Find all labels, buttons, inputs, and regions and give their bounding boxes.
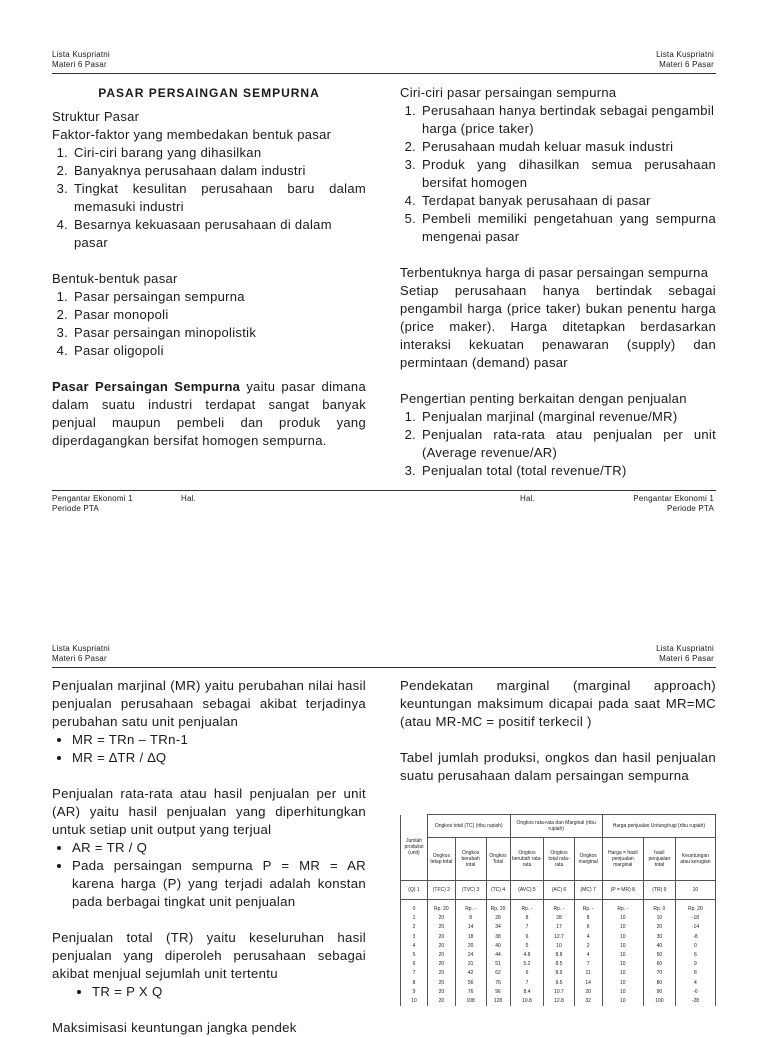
list-item: 3. Pasar persaingan minopolistik (72, 324, 366, 342)
faktor-heading: Faktor-faktor yang membedakan bentuk pasar (52, 127, 332, 142)
tr-paragraph: Penjualan total (TR) yaitu keseluruhan hasil penjualan yang diperoleh perusahaan sebagai akibat menjual sejumlah unit tertentu (52, 930, 366, 981)
table-cell: 20 (428, 923, 456, 932)
production-cost-table (400, 814, 716, 1006)
list-item: 3. Tingkat kesulitan perusahaan baru dalam memasuki industri (72, 180, 366, 216)
table-cell: -18 (675, 914, 715, 923)
table-cell: Rp. 20 (428, 900, 456, 915)
table-cell: 20 (574, 988, 602, 997)
marginal-paragraph: Pendekatan marginal (marginal approach) keuntungan maksimum dicapai pada saat MR=MC (atau MR-MC = positif terkecil ) (400, 678, 716, 729)
list-item: • TR = P X Q (92, 983, 366, 1001)
table-row (401, 942, 716, 951)
table-cell: 8 (401, 979, 428, 988)
table-cell: -28 (675, 997, 715, 1006)
table-cell: 12.7 (544, 933, 574, 942)
table-cell: 7 (510, 923, 544, 932)
table-caption: Tabel jumlah produksi, ongkos dan hasil penjualan suatu perusahaan dalam persaingan sempurna (400, 750, 716, 783)
course-name: Pengantar Ekonomi 1 (633, 494, 714, 503)
ciri-heading: Ciri-ciri pasar persaingan sempurna (400, 85, 617, 100)
tr-bullets (52, 983, 366, 1001)
material-title: Materi 6 Pasar (659, 654, 714, 663)
table-cell: 20 (428, 942, 456, 951)
table-cell: 10 (602, 988, 643, 997)
table-symbol-cell: (TVC) 3 (455, 881, 486, 900)
table-cell: 100 (643, 997, 675, 1006)
table-cell: 128 (486, 997, 510, 1006)
table-cell: 7 (574, 960, 602, 969)
list-item: 1. Penjualan marjinal (marginal revenue/MR) (420, 408, 716, 426)
table-cell: 31 (455, 960, 486, 969)
table-cell: 108 (455, 997, 486, 1006)
table-header-row (401, 838, 716, 881)
page-number-left: Hal. (181, 494, 197, 503)
table-cell: 4 (574, 951, 602, 960)
table-cell: 40 (643, 942, 675, 951)
table-cell: 10 (602, 933, 643, 942)
table-row (401, 933, 716, 942)
table-cell: 8 (574, 914, 602, 923)
table-cell: 0 (675, 942, 715, 951)
table-cell: 20 (428, 969, 456, 978)
list-item: 2. Penjualan rata-rata atau penjualan per unit (Average revenue/AR) (420, 426, 716, 462)
table-cell: 17 (544, 923, 574, 932)
table-cell: 50 (643, 951, 675, 960)
list-item: • MR = TRn – TRn-1 (72, 731, 366, 749)
table-symbol-cell: (TC) 4 (486, 881, 510, 900)
list-item: 1. Perusahaan hanya bertindak sebagai pengambil harga (price taker) (420, 102, 716, 138)
table-cell: 28 (486, 914, 510, 923)
table-cell: 8 (510, 914, 544, 923)
table-cell: 10.8 (510, 997, 544, 1006)
table-cell: 32 (574, 997, 602, 1006)
table-row (401, 923, 716, 932)
list-item: 5. Pembeli memiliki pengetahuan yang sempurna mengenai pasar (420, 210, 716, 246)
table-header-cell: Ongkos Total (486, 838, 510, 881)
list-item: 4. Pasar oligopoli (72, 342, 366, 360)
table-cell: 28 (544, 914, 574, 923)
definition-term: Pasar Persaingan Sempurna (52, 379, 241, 394)
table-symbol-cell: (Q) 1 (401, 881, 428, 900)
table-cell: Rp. - (544, 900, 574, 915)
table-symbol-cell: 10 (675, 881, 715, 900)
table-cell: 20 (428, 988, 456, 997)
list-item: • Pada persaingan sempurna P = MR = AR karena harga (P) yang terjadi adalah konstan pada berbagai tingkat unit penjualan (72, 857, 366, 911)
table-cell: Rp. 0 (643, 900, 675, 915)
table-cell: 14 (574, 979, 602, 988)
list-item: 1. Ciri-ciri barang yang dihasilkan (72, 144, 366, 162)
list-item: • AR = TR / Q (72, 839, 366, 857)
table-cell: 8.4 (510, 988, 544, 997)
table-cell: 96 (486, 988, 510, 997)
table-row (401, 988, 716, 997)
table-symbol-row (401, 881, 716, 900)
table-header-cell: Keuntungan atau kerugian (675, 838, 715, 881)
table-cell: 6 (675, 951, 715, 960)
table-cell: 10.7 (544, 988, 574, 997)
table-cell: 34 (486, 923, 510, 932)
table-cell: 10 (643, 914, 675, 923)
material-title: Materi 6 Pasar (52, 60, 107, 69)
table-group-header: Ongkos total (TC) (ribu rupiah) (428, 815, 511, 838)
table-cell: 10 (602, 951, 643, 960)
table-cell: -6 (675, 988, 715, 997)
page2-header-rule (52, 667, 716, 668)
table-cell: 9 (401, 988, 428, 997)
page1-right-column (400, 84, 716, 480)
page1-footer-left (52, 494, 133, 514)
table-cell: 62 (486, 969, 510, 978)
page1-header-left (52, 50, 110, 70)
table-cell: 80 (643, 979, 675, 988)
table-cell: 20 (428, 979, 456, 988)
table-cell: 3 (401, 933, 428, 942)
table-cell: -14 (675, 923, 715, 932)
bentuk-list (52, 288, 366, 360)
table-cell: 60 (643, 960, 675, 969)
table-header-cell: Ongkos berubah rata-rata (510, 838, 544, 881)
table-cell: 90 (643, 988, 675, 997)
table-cell: 18 (455, 933, 486, 942)
table-header-cell: Ongkos total rata-rata (544, 838, 574, 881)
table-cell: 5 (510, 942, 544, 951)
page-number-right: Hal. (520, 494, 536, 503)
table-cell: 9 (675, 960, 715, 969)
table-cell: 4.8 (510, 951, 544, 960)
maksimisasi-heading: Maksimisasi keuntungan jangka pendek (52, 1020, 297, 1035)
material-title: Materi 6 Pasar (659, 60, 714, 69)
table-cell: 11 (574, 969, 602, 978)
material-title: Materi 6 Pasar (52, 654, 107, 663)
table-cell: 5.2 (510, 960, 544, 969)
table-header-cell: Jumlah produksi (unit) (401, 815, 428, 881)
table-row (401, 969, 716, 978)
table-cell: 56 (455, 979, 486, 988)
list-item: 4. Besarnya kekuasaan perusahaan di dalam pasar (72, 216, 366, 252)
table-cell: 6 (401, 960, 428, 969)
table-row (401, 914, 716, 923)
table-header-cell: Ongkos berubah total (455, 838, 486, 881)
mr-paragraph: Penjualan marjinal (MR) yaitu perubahan nilai hasil penjualan perusahaan sebagai akibat terjadinya perubahan satu unit penjualan (52, 678, 366, 729)
page1-footer-rule (52, 490, 716, 491)
table-cell: 10 (602, 960, 643, 969)
page-title: PASAR PERSAINGAN SEMPURNA (98, 86, 320, 100)
table-cell: 6 (510, 933, 544, 942)
list-item: 2. Perusahaan mudah keluar masuk industri (420, 138, 716, 156)
ciri-list (400, 102, 716, 246)
table-cell: 40 (486, 942, 510, 951)
table-cell: 6 (574, 923, 602, 932)
table-group-header: Harga penjualan Untung/rugi (ribu rupiah) (602, 815, 715, 838)
list-item: 3. Produk yang dihasilkan semua perusahaan bersifat homogen (420, 156, 716, 192)
table-cell: 0 (401, 900, 428, 915)
table-cell: 8.5 (544, 960, 574, 969)
table-cell: 70 (643, 969, 675, 978)
table-cell: 24 (455, 951, 486, 960)
author-name: Lista Kuspriatni (656, 50, 714, 59)
table-cell: 20 (455, 942, 486, 951)
page1-header-right (656, 50, 714, 70)
table-cell: 76 (486, 979, 510, 988)
table-cell: 4 (401, 942, 428, 951)
list-item: 3. Penjualan total (total revenue/TR) (420, 462, 716, 480)
definition-paragraph (52, 378, 366, 450)
list-item: 2. Pasar monopoli (72, 306, 366, 324)
ar-bullets (52, 839, 366, 911)
table-cell: 2 (401, 923, 428, 932)
table-cell: 12.8 (544, 997, 574, 1006)
list-item: 4. Terdapat banyak perusahaan di pasar (420, 192, 716, 210)
list-item: • MR = ∆TR / ∆Q (72, 749, 366, 767)
ar-paragraph: Penjualan rata-rata atau hasil penjualan per unit (AR) yaitu hasil penjualan yang diperhitungkan untuk setiap unit output yang terjual (52, 786, 366, 837)
table-row (401, 997, 716, 1006)
author-name: Lista Kuspriatni (52, 50, 110, 59)
struktur-heading: Struktur Pasar (52, 109, 140, 124)
table-cell: 10 (602, 914, 643, 923)
table-cell: 7 (401, 969, 428, 978)
table-cell: 4 (675, 979, 715, 988)
table-body (401, 900, 716, 1007)
table-symbol-cell: (P = MR) 8 (602, 881, 643, 900)
author-name: Lista Kuspriatni (52, 644, 110, 653)
list-item: 1. Pasar persaingan sempurna (72, 288, 366, 306)
table-cell: 20 (428, 951, 456, 960)
bentuk-heading: Bentuk-bentuk pasar (52, 271, 178, 286)
table-cell: 10 (602, 997, 643, 1006)
table-header-cell: Ongkos marginal (574, 838, 602, 881)
table-cell: 14 (455, 923, 486, 932)
penjualan-heading: Pengertian penting berkaitan dengan penjualan (400, 391, 687, 406)
definition-text: yaitu pasar dimana dalam suatu industri terdapat sangat banyak penjual maupun pembeli dan produk yang diperdagangkan bersifat homogen sempurna. (52, 379, 366, 448)
table-header-cell: Harga = hasil penjualan marginal (602, 838, 643, 881)
table-symbol-cell: (AVC) 5 (510, 881, 544, 900)
table-symbol-cell: (TR) 9 (643, 881, 675, 900)
page2-left-column (52, 677, 366, 1037)
table-cell: Rp. - (602, 900, 643, 915)
list-item: 2. Banyaknya perusahaan dalam industri (72, 162, 366, 180)
table-cell: Rp. 20 (675, 900, 715, 915)
table-cell: 10 (544, 942, 574, 951)
table-cell: 20 (428, 960, 456, 969)
table-cell: 20 (643, 923, 675, 932)
table-row (401, 951, 716, 960)
page2-right-column (400, 677, 716, 785)
table-group-header: Ongkos rata-rata dan Marginal (ribu rupiah) (510, 815, 602, 838)
table-group-header-row (401, 815, 716, 838)
harga-paragraph: Setiap perusahaan hanya bertindak sebagai pengambil harga (price taker) bukan penentu harga (price maker). Harga ditetapkan berdasarkan interaksi kekuatan penawaran (supply) dan permintaan (demand) pasar (400, 283, 716, 370)
table-cell: 10 (602, 923, 643, 932)
table-cell: 51 (486, 960, 510, 969)
table-cell: 20 (428, 997, 456, 1006)
page1-header-rule (52, 73, 716, 74)
table-cell: 8.8 (544, 951, 574, 960)
table-cell: 44 (486, 951, 510, 960)
period-name: Periode PTA (667, 504, 714, 513)
author-name: Lista Kuspriatni (656, 644, 714, 653)
table-cell: 2 (574, 942, 602, 951)
table-cell: 76 (455, 988, 486, 997)
table-cell: Rp. 20 (486, 900, 510, 915)
table-header-cell: hasil penjualan total (643, 838, 675, 881)
table-cell: -8 (675, 933, 715, 942)
table-cell: 5 (401, 951, 428, 960)
table-cell: Rp. - (510, 900, 544, 915)
table-cell: 10 (602, 942, 643, 951)
table-cell: 38 (486, 933, 510, 942)
table-symbol-cell: (AC) 6 (544, 881, 574, 900)
table-cell: 9.5 (544, 979, 574, 988)
course-name: Pengantar Ekonomi 1 (52, 494, 133, 503)
page1-footer-right (633, 494, 714, 514)
table-cell: 30 (643, 933, 675, 942)
table-cell: 20 (428, 914, 456, 923)
table-cell: 8 (675, 969, 715, 978)
table-cell: 10 (401, 997, 428, 1006)
table-header-cell: Ongkos tetap total (428, 838, 456, 881)
table-cell: 1 (401, 914, 428, 923)
page2-header-left (52, 644, 110, 664)
penjualan-list (400, 408, 716, 480)
table-row (401, 960, 716, 969)
table-cell: 4 (574, 933, 602, 942)
table-cell: 7 (510, 979, 544, 988)
table-row (401, 979, 716, 988)
table-cell: 20 (428, 933, 456, 942)
page1-left-column (52, 84, 366, 450)
table-row (401, 900, 716, 915)
faktor-list (52, 144, 366, 252)
harga-heading: Terbentuknya harga di pasar persaingan sempurna (400, 265, 709, 280)
table-cell: Rp. - (574, 900, 602, 915)
period-name: Periode PTA (52, 504, 99, 513)
table-symbol-cell: (MC) 7 (574, 881, 602, 900)
table-symbol-cell: (TFC) 2 (428, 881, 456, 900)
table-cell: 10 (602, 979, 643, 988)
table-cell: 8 (455, 914, 486, 923)
table-cell: 8.9 (544, 969, 574, 978)
table-cell: Rp. - (455, 900, 486, 915)
page2-header-right (656, 644, 714, 664)
table-cell: 10 (602, 969, 643, 978)
mr-bullets (52, 731, 366, 767)
table-cell: 42 (455, 969, 486, 978)
table-cell: 6 (510, 969, 544, 978)
